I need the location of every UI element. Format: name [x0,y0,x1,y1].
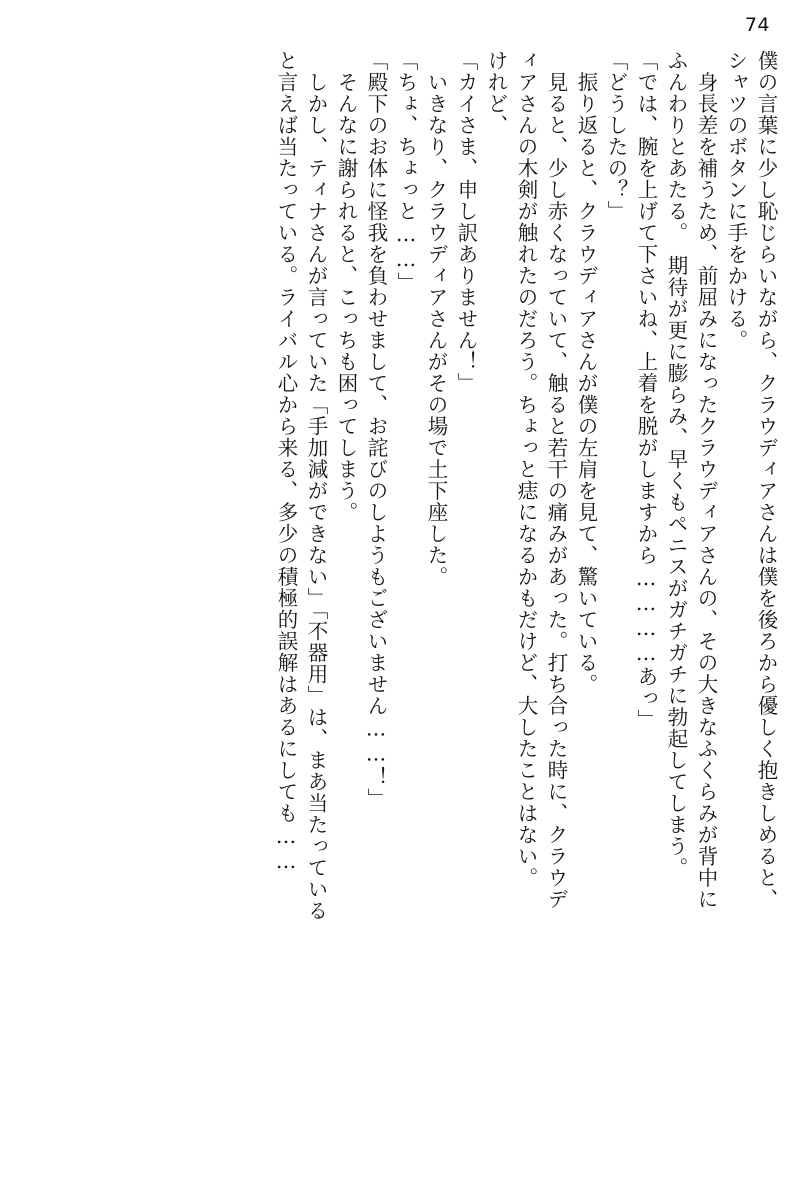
text-column: 「どうしたの？」 [604,50,628,222]
text-column: けれど、 [484,50,508,136]
text-column: 「ちょ、ちょっと……」 [394,50,418,294]
text-column: 見ると、少し赤くなっていて、触ると若干の痛みがあった。打ち合った時に、クラウデ [544,50,568,910]
text-column: と言えば当たっている。ライバル心から来る、多少の積極的誤解はあるにしても…… [274,50,298,874]
text-column: 身長差を補うため、前屈みになったクラウディアさんの、その大きなふくらみが背中に [694,50,718,910]
text-column: 振り返ると、クラウディアさんが僕の左肩を見て、驚いている。 [574,50,598,695]
text-column: ふんわりとあたる。 期待が更に膨らみ、早くもペニスがガチガチに勃起してしまう。 [664,50,688,879]
text-column: 「殿下のお体に怪我を負わせまして、お詫びのしようもございません……！」 [364,50,388,810]
text-column: ィアさんの木剣が触れたのだろう。ちょっと痣になるかもだけど、大したことはない。 [514,50,538,889]
page-number: 74 [744,14,770,36]
vertical-text-block [40,50,776,1164]
text-column: 僕の言葉に少し恥じらいながら、クラウディアさんは僕を後ろから優しく抱きしめると、 [754,50,778,910]
text-column: そんなに謝られると、こっちも困ってしまう。 [334,50,358,523]
text-column: 「カイさま、申し訳ありません！」 [454,50,478,394]
text-column: シャツのボタンに手をかける。 [724,50,748,351]
text-column: しかし、ティナさんが言っていた「手加減ができない」「不器用」は、まあ当たっている [304,50,328,922]
text-column: 「では、腕を上げて下さいね、上着を脱がしますから…………あっ」 [634,50,658,731]
text-column: いきなり、クラウディアさんがその場で土下座した。 [424,50,448,588]
